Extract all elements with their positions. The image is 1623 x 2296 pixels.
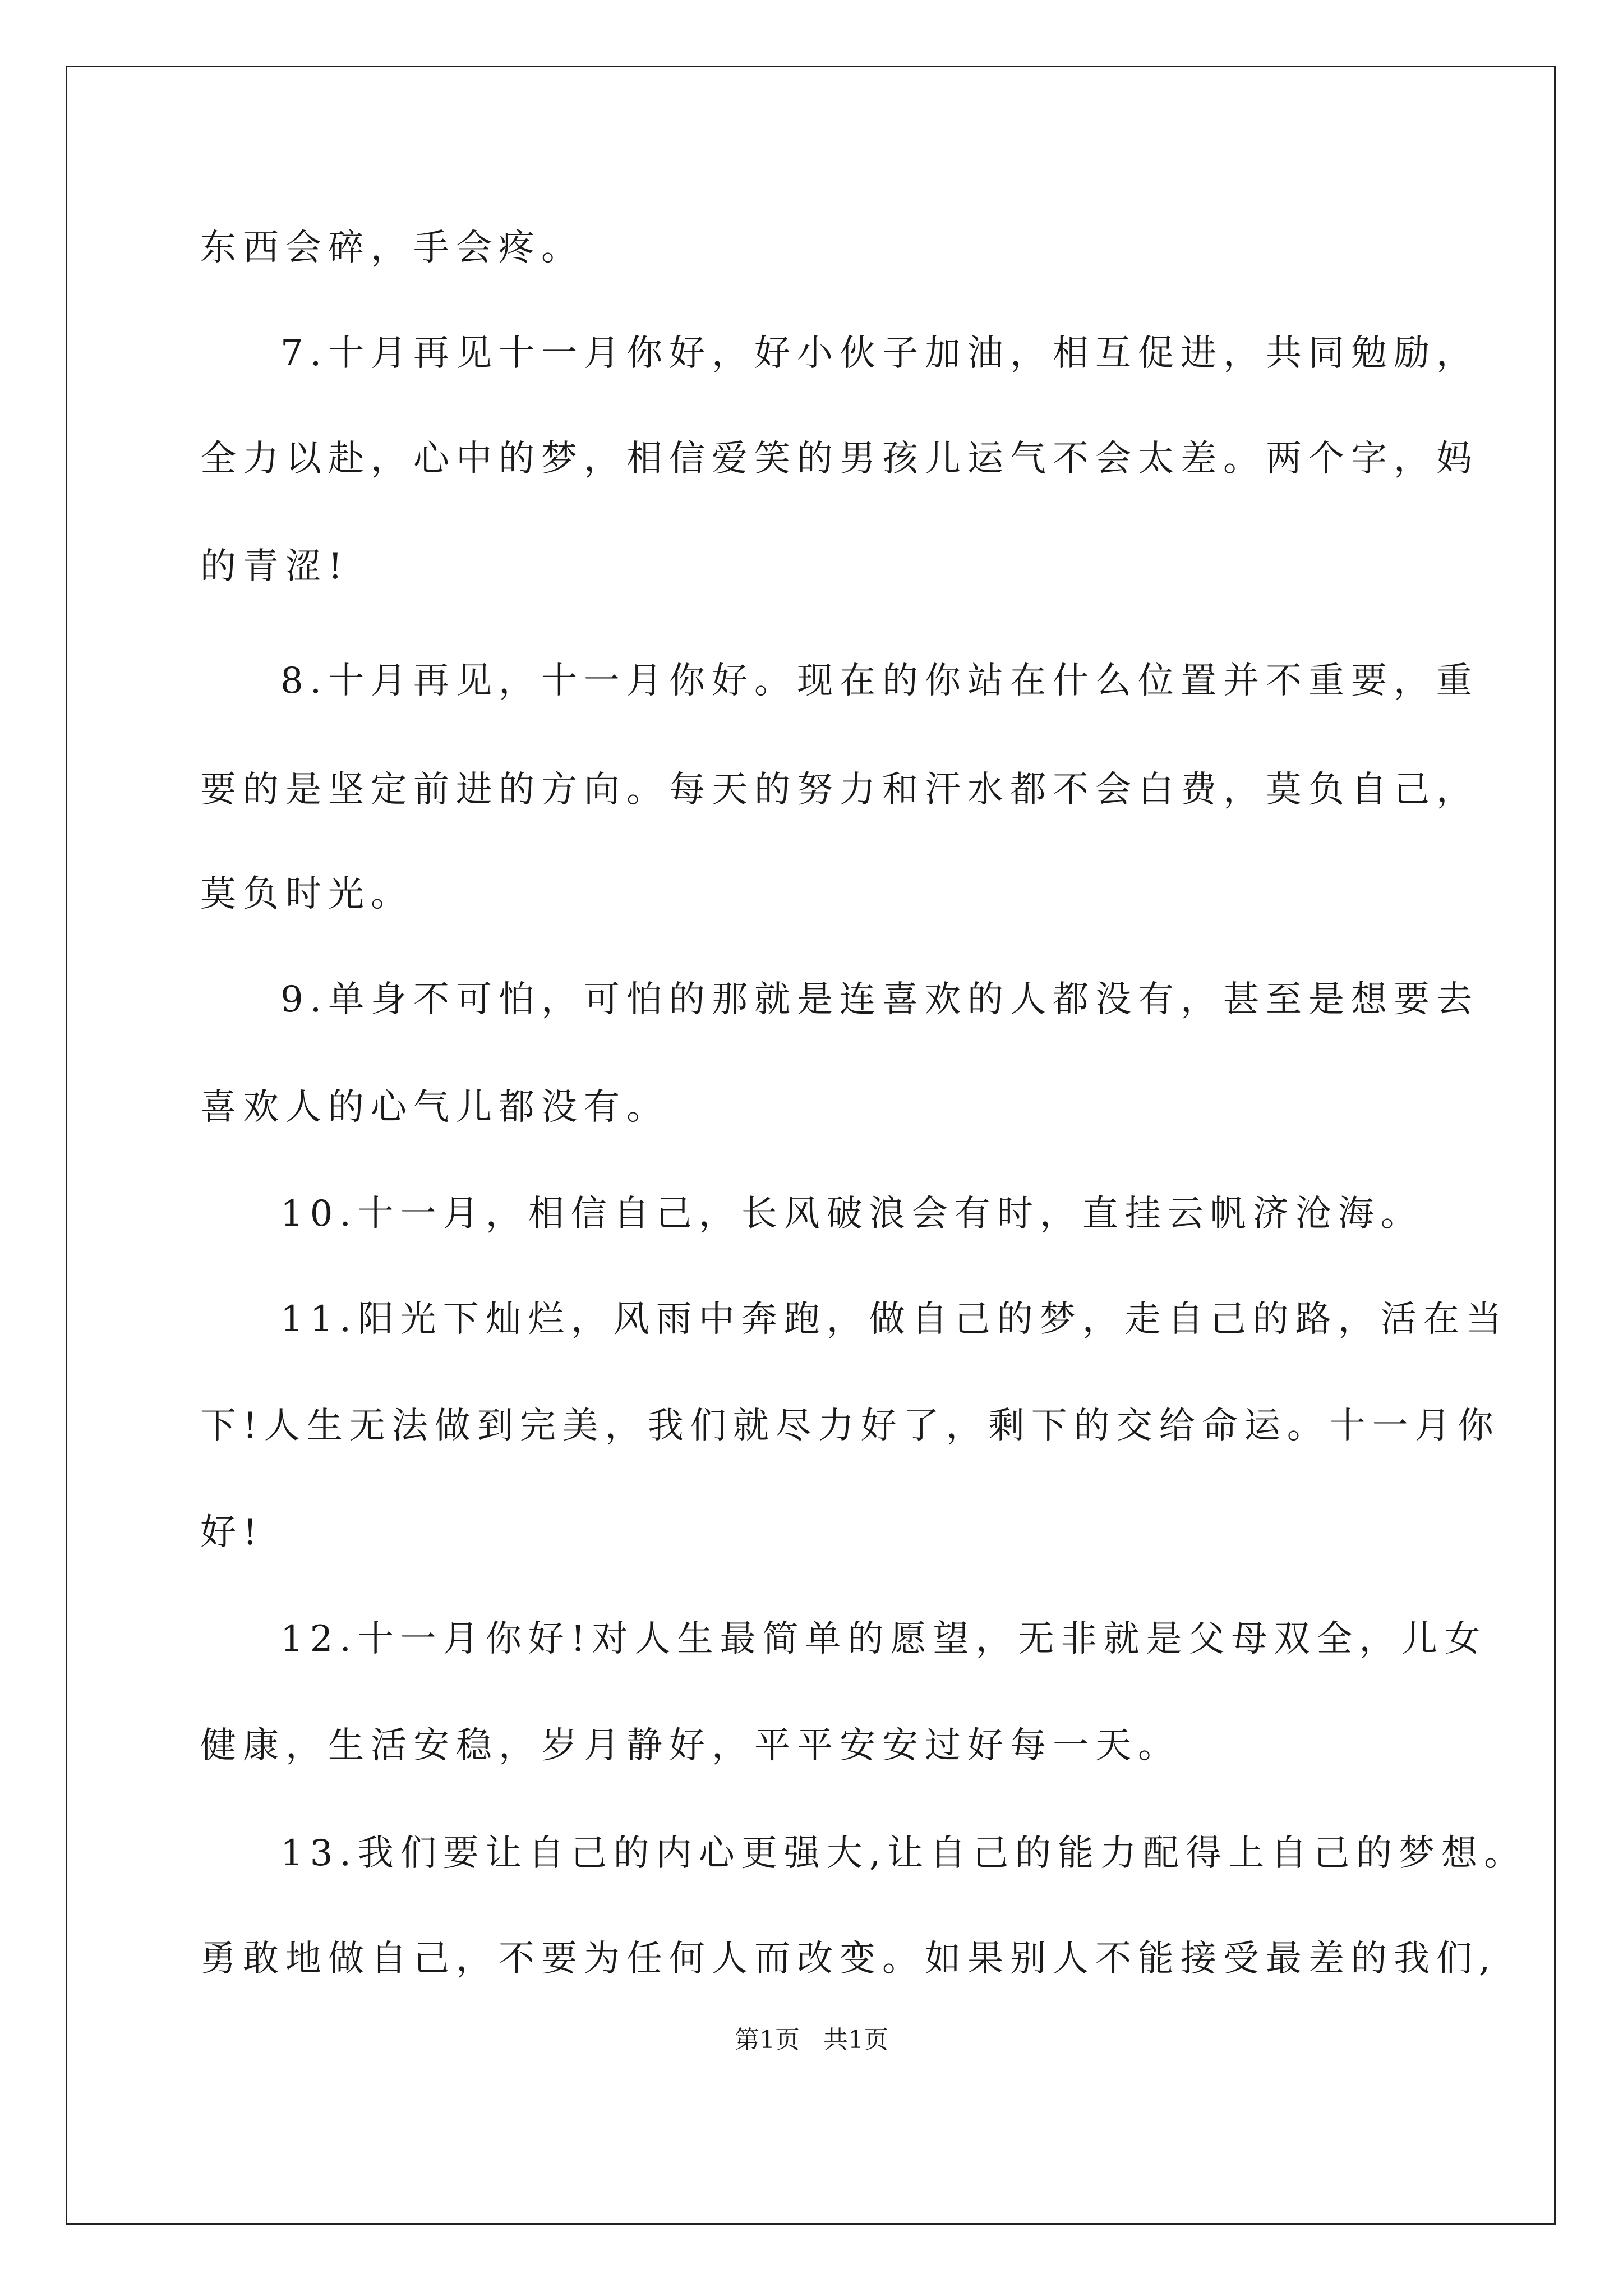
- text-line: 9.单身不可怕，可怕的那就是连喜欢的人都没有，甚至是想要去: [280, 979, 1479, 1020]
- text-line: 喜欢人的心气儿都没有。: [200, 1087, 669, 1128]
- text-line: 好!: [200, 1512, 264, 1553]
- text-line: 勇敢地做自己，不要为任何人而改变。如果别人不能接受最差的我们,: [200, 1938, 1497, 1980]
- text-line: 7.十月再见十一月你好，好小伙子加油，相互促进，共同勉励，: [280, 333, 1479, 374]
- text-line: 莫负时光。: [200, 873, 413, 915]
- text-line: 要的是坚定前进的方向。每天的努力和汗水都不会白费，莫负自己，: [200, 769, 1479, 811]
- text-line: 13.我们要让自己的内心更强大,让自己的能力配得上自己的梦想。: [280, 1833, 1527, 1874]
- page-footer: 第1页 共1页: [735, 2026, 888, 2054]
- text-line: 东西会碎，手会疼。: [200, 227, 584, 269]
- text-line: 下!人生无法做到完美，我们就尽力好了，剩下的交给命运。十一月你: [200, 1405, 1500, 1447]
- text-line: 12.十一月你好!对人生最简单的愿望，无非就是父母双全，儿女: [280, 1618, 1487, 1660]
- page-border: [66, 66, 1556, 2225]
- text-line: 全力以赴，心中的梦，相信爱笑的男孩儿运气不会太差。两个字，妈: [200, 438, 1479, 480]
- text-line: 8.十月再见，十一月你好。现在的你站在什么位置并不重要，重: [280, 660, 1479, 702]
- text-line: 11.阳光下灿烂，风雨中奔跑，做自己的梦，走自己的路，活在当: [280, 1299, 1509, 1340]
- text-line: 的青涩!: [200, 546, 349, 587]
- text-line: 10.十一月，相信自己，长风破浪会有时，直挂云帆济沧海。: [280, 1193, 1423, 1235]
- text-line: 健康，生活安稳，岁月静好，平平安安过好每一天。: [200, 1725, 1181, 1766]
